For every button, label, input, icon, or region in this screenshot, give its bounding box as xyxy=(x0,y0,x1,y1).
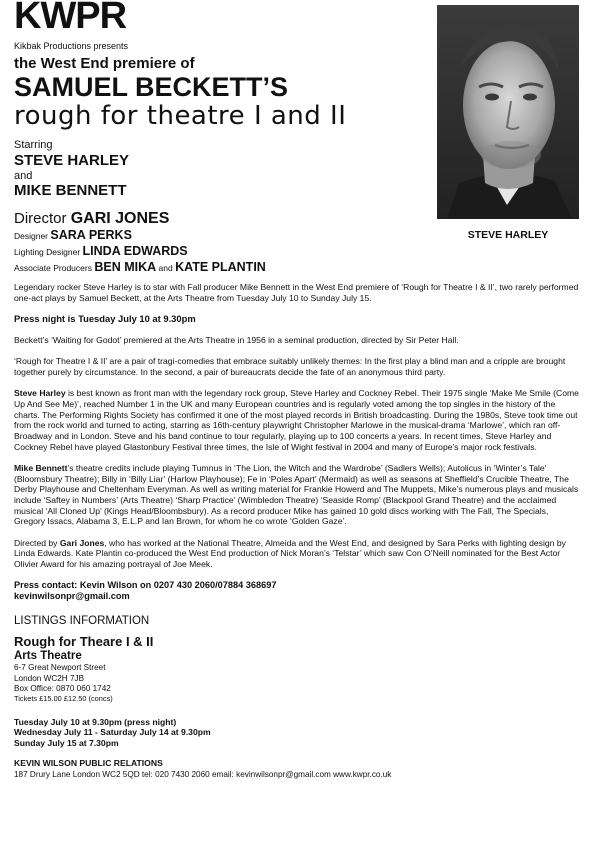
starring-label: Starring xyxy=(14,139,53,151)
designer-credit xyxy=(14,227,132,244)
director-credit xyxy=(14,209,169,229)
body-text xyxy=(14,282,580,780)
premiere-line: the West End premiere of xyxy=(14,55,195,72)
listing-title: Rough for Theare I & II xyxy=(14,634,154,650)
associate-and-label: and xyxy=(158,263,173,273)
bennett-name: Mike Bennett xyxy=(14,462,68,473)
lighting-credit xyxy=(14,243,188,260)
presents-line: Kikbak Productions presents xyxy=(14,41,129,51)
lighting-name: LINDA EDWARDS xyxy=(82,244,188,258)
press-night-line: Press night is Tuesday July 10 at 9.30pm xyxy=(14,312,196,324)
press-email: kevinwilsonpr@gmail.com xyxy=(14,591,130,602)
directed-paragraph xyxy=(14,538,580,570)
associate-producers-credit xyxy=(14,259,266,276)
directed-name: Gari Jones xyxy=(59,537,105,548)
plays-paragraph: ‘Rough for Theatre I & II’ are a pair of tragi-comedies that embrace suitably unlikely themes: In the first play a blind man and a cripple are brought together purely by circumstance. In the second, a pair of bureaucrats decide the fate of an anonymous third party. xyxy=(14,356,566,378)
lighting-label: Lighting Designer xyxy=(14,247,81,257)
play-title: rough for theatre I and II xyxy=(14,101,347,131)
pr-contact-line: 187 Drury Lane London WC2 5QD tel: 020 7430 2060 email: kevinwilsonpr@gmail.com www.kwpr.co.uk xyxy=(14,770,392,780)
director-label: Director xyxy=(14,210,67,227)
associate-producer-2: KATE PLANTIN xyxy=(175,260,266,274)
listing-venue: Arts Theatre xyxy=(14,650,82,663)
listing-box-office: Box Office: 0870 060 1742 xyxy=(14,684,111,694)
photo-caption: STEVE HARLEY xyxy=(467,229,549,241)
listing-date: Tuesday July 10 at 9.30pm (press night) xyxy=(14,716,177,727)
harley-paragraph xyxy=(14,388,580,452)
bennett-paragraph xyxy=(14,463,580,527)
directed-post: , who has worked at the National Theatre, Almeida and the West End, and designed by Sara Perks with lighting design by Linda Edwards. Kate Plantin co-produced the West End production of Nick Moran’s ‘Telstar’ which saw Con O’Neill nominated for the Best Actor Olivier Award for his amazing portrayal of Joe Meek. xyxy=(14,537,566,570)
listing-address-1: 6-7 Great Newport Street xyxy=(14,663,106,673)
intro-paragraph: Legendary rocker Steve Harley is to star with Fall producer Mike Bennett in the West End premiere of ‘Rough for Theatre I & II’, two rarely performed one-act plays by Samuel Beckett, at the Arts Theatre from Tuesday July 10 to Sunday July 15. xyxy=(14,282,579,303)
associate-label: Associate Producers xyxy=(14,263,92,273)
press-contact: Press contact: Kevin Wilson on 0207 430 2060/07884 368697 xyxy=(14,580,277,591)
listing-date: Wednesday July 11 - Saturday July 14 at 9.30pm xyxy=(14,727,211,738)
kwpr-logo: KWPR xyxy=(14,0,127,37)
listing-address-2: London WC2H 7JB xyxy=(14,673,85,683)
listing-date: Sunday July 15 at 7.30pm xyxy=(14,737,119,748)
harley-bio: is best known as front man with the legendary rock group, Steve Harley and Cockney Rebel. Their 1975 single ‘Make Me Smile (Come Up And See Me)’, reached Number 1 in the UK and many European countries and is regularly voted among the top singles in the history of the charts. The Performing Rights Society has confirmed it one of the most played records in British broadcasting. During the 1980s, Steve took time out from the rock world and turned to acting, starring as 16th-century playwright Christopher Marlowe in the musical-drama ‘Marlowe’, which ran off-Broadway and in London. Steve and his band continue to tour regularly, playing up to 100 concerts a years. In recent times, Steve Harley and Cockney Rebel have played Glastonbury Festival three times, the Isle of Wight festival in 2004 and many of Europe’s major rock festivals. xyxy=(14,388,579,452)
pr-company: KEVIN WILSON PUBLIC RELATIONS xyxy=(14,758,163,769)
listing-dates xyxy=(14,717,580,749)
designer-name: SARA PERKS xyxy=(50,228,132,242)
bennett-bio: ’s theatre credits include playing Tumnus in ‘The Lion, the Witch and the Wardrobe’ (Sadlers Wells); Autolicus in ‘Winter’s Tale’ (Bloomsbury Theatre); Billy in ‘Billy Liar’ (Harlow Playhouse); Fe in ‘Poles Apart’ (Mermaid) as well as seasons at Sheffield’s Crucible Theatre, The Derby Playhouse and Cheltenham Everyman. As well as writing material for Frankie Howerd and The Muppets, Mike’s numerous plays and musicals include ‘Saftey in Numbers’ (Arts Theatre) ‘Sharp Practice’ (Wimbledon Theatre) ‘Seaside Romp’ (Blackpool Grand Theatre) and the acclaimed musical ‘All Cloned Up’ (Kings Head/Bloombsbury). As a record producer Mike has gained 10 gold discs working with The Fall, The Specials, Gregory Issacs, Alabama 3, E.L.P and Ian Brown, for whom he co wrote ‘Golden Gaze’. xyxy=(14,462,579,527)
actor-mike-bennett: MIKE BENNETT xyxy=(14,182,127,199)
godot-paragraph: Beckett’s ‘Waiting for Godot’ premiered at the Arts Theatre in 1956 in a seminal production, directed by Sir Peter Hall. xyxy=(14,335,459,346)
harley-name: Steve Harley xyxy=(14,388,66,399)
associate-producer-1: BEN MIKA xyxy=(94,260,157,274)
designer-label: Designer xyxy=(14,231,49,241)
listing-tickets: Tickets £15.00 £12.50 (concs) xyxy=(14,694,113,704)
director-name: GARI JONES xyxy=(70,210,170,227)
author-heading: SAMUEL BECKETT’S xyxy=(14,72,289,102)
steve-harley-photo xyxy=(437,5,579,219)
listings-heading: LISTINGS INFORMATION xyxy=(14,615,150,628)
directed-pre: Directed by xyxy=(14,537,60,548)
press-release-page xyxy=(14,0,584,842)
and-label: and xyxy=(14,170,33,182)
actor-steve-harley: STEVE HARLEY xyxy=(14,152,130,169)
